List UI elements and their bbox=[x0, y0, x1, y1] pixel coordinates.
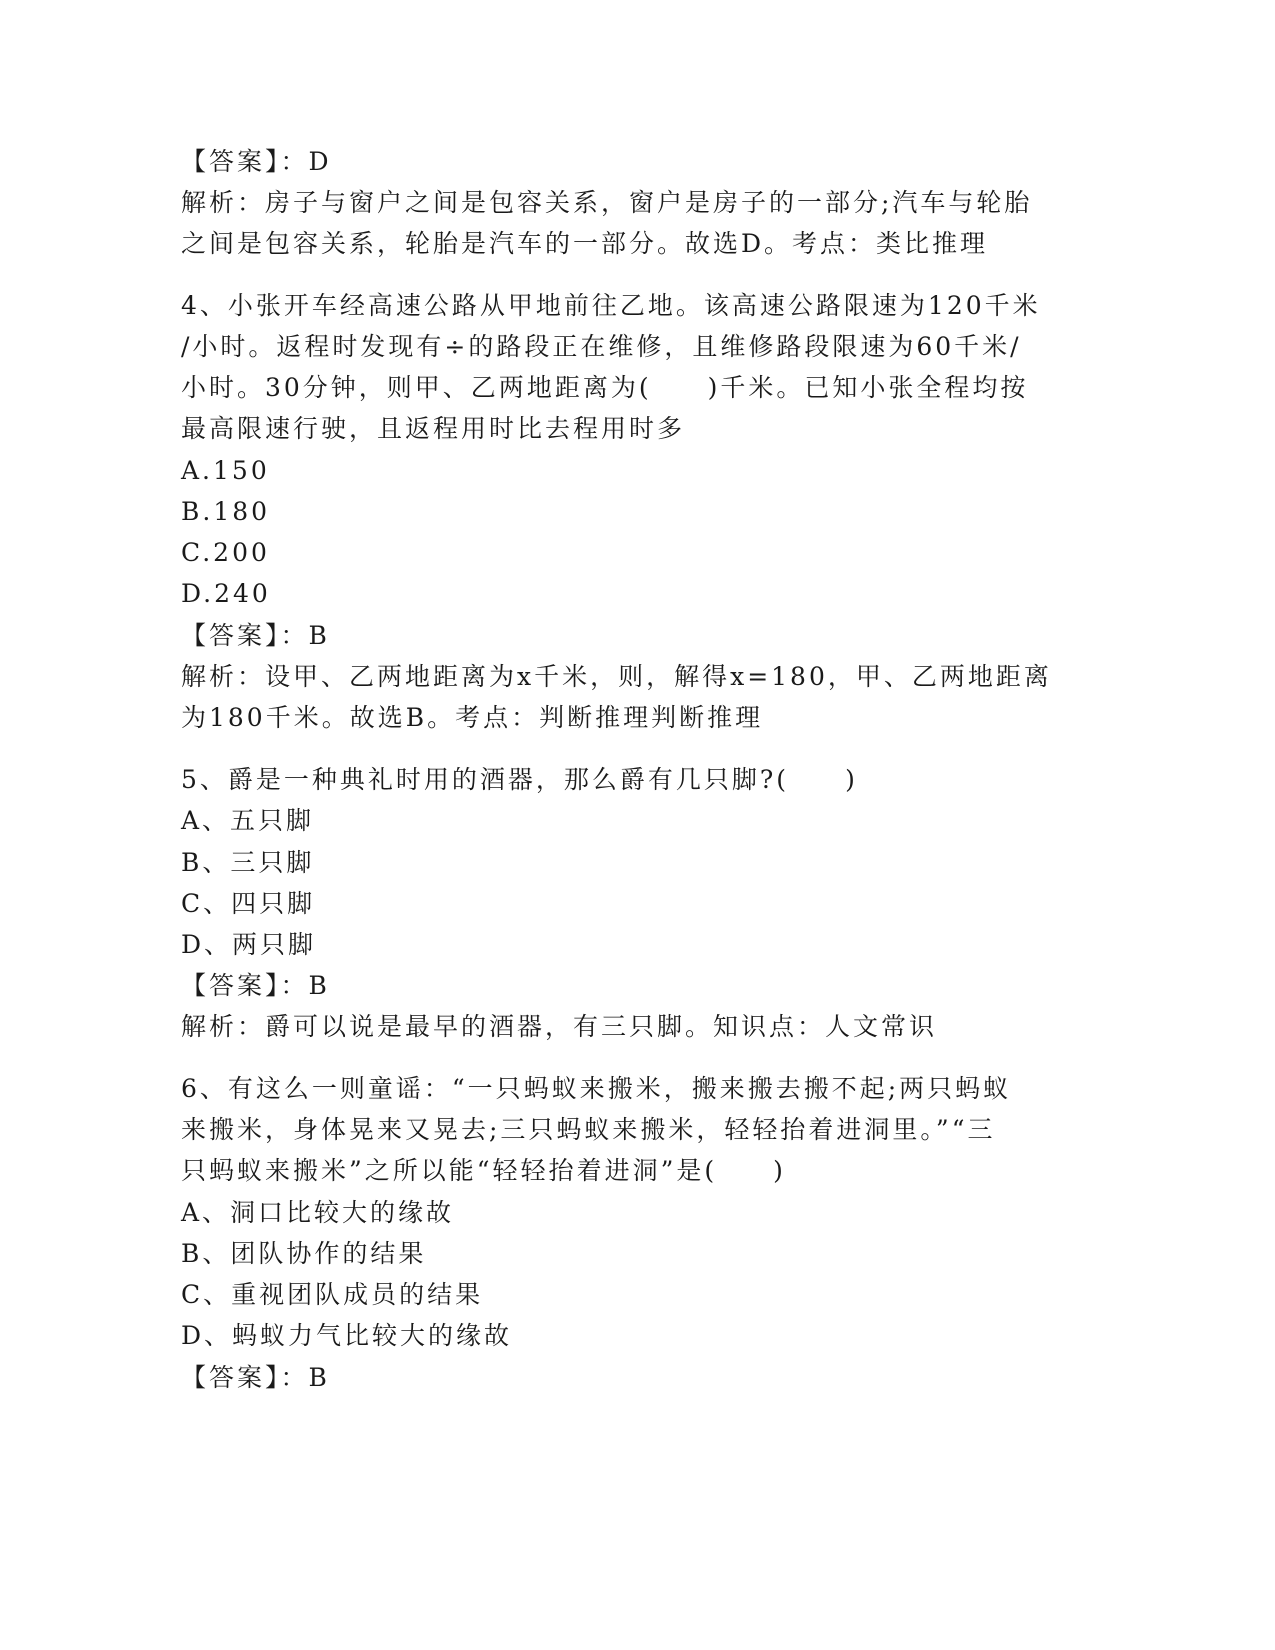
question-4-stem: 最高限速行驶，且返程用时比去程用时多 bbox=[181, 414, 686, 443]
question-5-option-b: B、三只脚 bbox=[181, 848, 315, 877]
question-6-stem: 来搬米，身体晃来又晃去;三只蚂蚁来搬米，轻轻抬着进洞里。”“三 bbox=[181, 1115, 996, 1144]
question-4-stem: /小时。返程时发现有÷的路段正在维修，且维修路段限速为60千米/ bbox=[181, 332, 1022, 361]
analysis-text: 为180千米。故选B。考点：判断推理判断推理 bbox=[181, 703, 764, 732]
question-4-stem: 4、小张开车经高速公路从甲地前往乙地。该高速公路限速为120千米 bbox=[181, 291, 1041, 320]
analysis-text: 解析：房子与窗户之间是包容关系，窗户是房子的一部分;汽车与轮胎 bbox=[181, 188, 1033, 217]
question-4-stem: 小时。30分钟，则甲、乙两地距离为( )千米。已知小张全程均按 bbox=[181, 373, 1029, 402]
question-4-option-d: D.240 bbox=[181, 579, 271, 608]
question-5-option-d: D、两只脚 bbox=[181, 930, 317, 959]
question-5-stem: 5、爵是一种典礼时用的酒器，那么爵有几只脚?( ) bbox=[181, 765, 858, 794]
question-5-option-c: C、四只脚 bbox=[181, 889, 316, 918]
answer-label: 【答案】：B bbox=[181, 1363, 330, 1392]
answer-label: 【答案】：B bbox=[181, 971, 330, 1000]
analysis-text: 解析：爵可以说是最早的酒器，有三只脚。知识点：人文常识 bbox=[181, 1012, 938, 1041]
question-4-option-b: B.180 bbox=[181, 497, 271, 526]
question-6-option-a: A、洞口比较大的缘故 bbox=[181, 1198, 455, 1227]
answer-label: 【答案】：B bbox=[181, 621, 330, 650]
answer-label: 【答案】：D bbox=[181, 147, 332, 176]
question-4-option-a: A.150 bbox=[181, 456, 270, 485]
analysis-text: 解析：设甲、乙两地距离为x千米，则，解得x=180，甲、乙两地距离 bbox=[181, 662, 1052, 691]
question-6-option-c: C、重视团队成员的结果 bbox=[181, 1280, 484, 1309]
question-4-option-c: C.200 bbox=[181, 538, 270, 567]
question-6-stem: 6、有这么一则童谣：“一只蚂蚁来搬米，搬来搬去搬不起;两只蚂蚁 bbox=[181, 1074, 1012, 1103]
question-6-option-b: B、团队协作的结果 bbox=[181, 1239, 427, 1268]
analysis-text: 之间是包容关系，轮胎是汽车的一部分。故选D。考点：类比推理 bbox=[181, 229, 989, 258]
question-5-option-a: A、五只脚 bbox=[181, 806, 315, 835]
question-6-option-d: D、蚂蚁力气比较大的缘故 bbox=[181, 1321, 513, 1350]
question-6-stem: 只蚂蚁来搬米”之所以能“轻轻抬着进洞”是( ) bbox=[181, 1156, 786, 1185]
